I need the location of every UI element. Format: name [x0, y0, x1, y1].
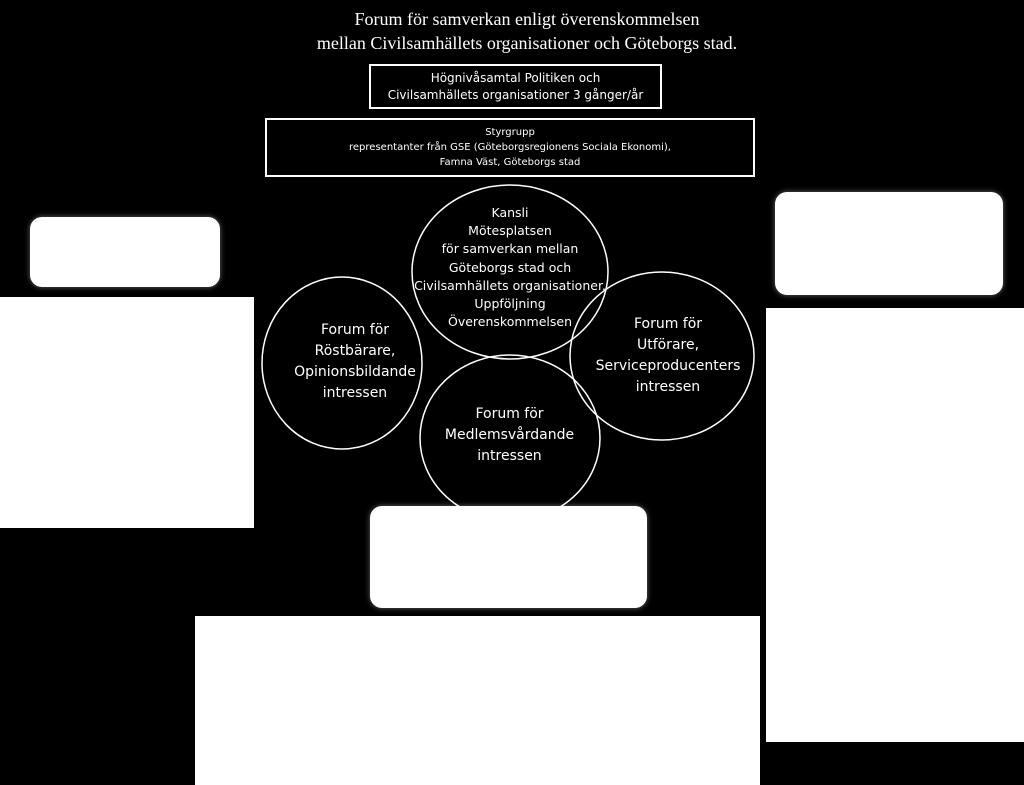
circle-label-line: Mötesplatsen	[468, 223, 552, 239]
steering-line-1: Styrgrupp	[485, 127, 535, 138]
circle-label-line: för samverkan mellan	[441, 241, 579, 257]
high-level-line-2: Civilsamhällets organisationer 3 gånger/år	[387, 87, 644, 102]
circle-label-line: Kansli	[491, 205, 529, 220]
steering-line-2: representanter från GSE (Göteborgsregionens Sociala Ekonomi),	[349, 142, 671, 153]
circle-label-line: Uppföljning	[474, 296, 546, 312]
circle-label-line: Opinionsbildande	[294, 364, 416, 380]
title-line-2: mellan Civilsamhällets organisationer och Göteborgs stad.	[316, 33, 738, 53]
circle-label-line: Civilsamhällets organisationer.	[414, 277, 606, 293]
title-line-1: Forum för samverkan enligt överenskommelsen	[354, 9, 700, 29]
kansli-label	[405, 204, 615, 331]
rostbarare-label	[265, 320, 445, 404]
steering-line-3: Famna Väst, Göteborgs stad	[439, 157, 581, 168]
circle-label-line: Forum för	[633, 316, 703, 332]
circle-label-line: Serviceproducenters	[595, 358, 741, 374]
circle-label-line: Röstbärare,	[314, 343, 396, 359]
medlemsvardande-label	[422, 404, 597, 467]
circle-label-line: Utförare,	[636, 337, 700, 353]
circle-label-line: intressen	[635, 379, 701, 395]
circle-label-line: Forum för	[475, 406, 544, 422]
circle-label-line: intressen	[477, 448, 542, 464]
circle-label-line: Göteborgs stad och	[448, 259, 572, 275]
circle-label-line: Medlemsvårdande	[444, 427, 575, 443]
utforare-label	[578, 314, 758, 398]
circle-label-line: Överenskommelsen	[448, 314, 572, 330]
high-level-line-1: Högnivåsamtal Politiken och	[430, 70, 601, 85]
circle-label-line: Forum för	[320, 322, 390, 338]
circle-label-line: intressen	[322, 385, 388, 401]
